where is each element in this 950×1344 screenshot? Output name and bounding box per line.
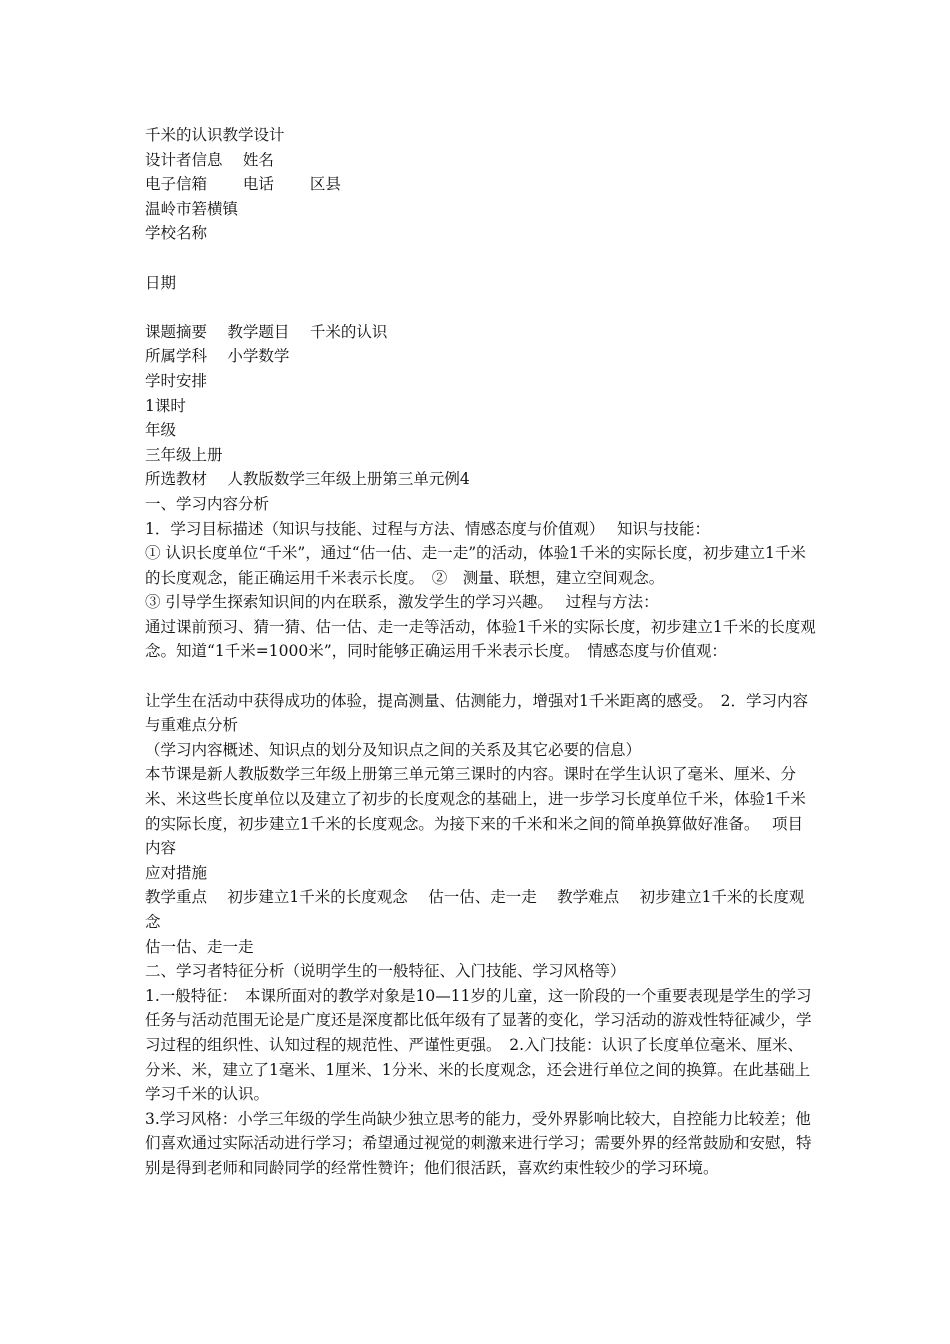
contact-info-line: 电子信箱 电话 区县 <box>145 175 341 194</box>
document-page <box>145 123 817 1181</box>
document-title: 千米的认识教学设计 <box>145 126 285 144</box>
hours-value: 1课时 <box>145 396 186 415</box>
town-line: 温岭市箬横镇 <box>145 199 239 218</box>
date-line: 日期 <box>145 273 177 292</box>
learner-feature-paragraph: 1.一般特征： 本课所面对的教学对象是10—11岁的儿童，这一阶段的一个重要表现是学生的学习任务与活动范围无论是广度还是深度都比低年级有了显著的变化，学习活动的游戏性特征减少，学习过程的组织性、认知过程的规范性、严谨性更强。 2.入门技能：认识了长度单位毫米、厘米、分米、米，建立了1毫米、1厘米、1分米、米的长度观念，还会进行单位之间的换算。在此基础上学习千米的认识。 <box>145 986 812 1104</box>
learning-goal-heading: 1．学习目标描述（知识与技能、过程与方法、情感态度与价值观） 知识与技能： <box>145 519 711 538</box>
learner-style-paragraph: 3.学习风格：小学三年级的学生尚缺少独立思考的能力，受外界影响比较大，自控能力比较差；他们喜欢通过实际活动进行学习；希望通过视觉的刺激来进行学习；需要外界的经常鼓励和安慰，特别是得到老师和同龄同学的经常性赞许；他们很活跃，喜欢约束性较少的学习环境。 <box>145 1109 812 1177</box>
section-heading-learner-analysis: 二、学习者特征分析（说明学生的一般特征、入门技能、学习风格等） <box>145 962 626 981</box>
table-content-label: 内容 <box>145 839 177 858</box>
blank-line <box>145 664 817 689</box>
table-measures-label: 应对措施 <box>145 863 208 882</box>
blank-line <box>145 246 817 271</box>
section-heading-content-analysis: 一、学习内容分析 <box>145 494 270 513</box>
learning-goal-paragraph: 让学生在活动中获得成功的体验，提高测量、估测能力，增强对1千米距离的感受。 2．学习内容与重难点分析 <box>145 691 808 735</box>
blank-line <box>145 295 817 320</box>
content-note-line: （学习内容概述、知识点的划分及知识点之间的关系及其它必要的信息） <box>145 740 642 759</box>
designer-info-line: 设计者信息 姓名 <box>145 150 274 169</box>
school-name-line: 学校名称 <box>145 224 208 243</box>
grade-label: 年级 <box>145 421 177 440</box>
learning-goal-paragraph: ③ 引导学生探索知识间的内在联系，激发学生的学习兴趣。 过程与方法： <box>145 593 659 612</box>
key-points-tail: 估一估、走一走 <box>145 937 254 956</box>
grade-value: 三年级上册 <box>145 445 223 464</box>
learning-goal-paragraph: 通过课前预习、猜一猜、估一估、走一走等活动，体验1千米的实际长度，初步建立1千米的长度观念。知道“1千米=1000米”，同时能够正确运用千米表示长度。 情感态度与价值观： <box>145 617 816 661</box>
hours-label: 学时安排 <box>145 371 208 390</box>
textbook-line: 所选教材 人教版数学三年级上册第三单元例4 <box>145 470 470 489</box>
learning-goal-paragraph: ① 认识长度单位“千米”，通过“估一估、走一走”的活动，体验1千米的实际长度，初步建立1千米的长度观念，能正确运用千米表示长度。 ② 测量、联想，建立空间观念。 <box>145 544 806 587</box>
summary-line: 课题摘要 教学题目 千米的认识 <box>145 322 388 341</box>
subject-line: 所属学科 小学数学 <box>145 347 290 366</box>
content-paragraph: 本节课是新人教版数学三年级上册第三单元第三课时的内容。课时在学生认识了毫米、厘米、分米、米这些长度单位以及建立了初步的长度观念的基础上，进一步学习长度单位千米，体验1千米的实际长度，初步建立1千米的长度观念。为接下来的千米和米之间的简单换算做好准备。 项目 <box>145 765 806 833</box>
key-points-paragraph: 教学重点 初步建立1千米的长度观念 估一估、走一走 教学难点 初步建立1千米的长度观念 <box>145 888 805 931</box>
